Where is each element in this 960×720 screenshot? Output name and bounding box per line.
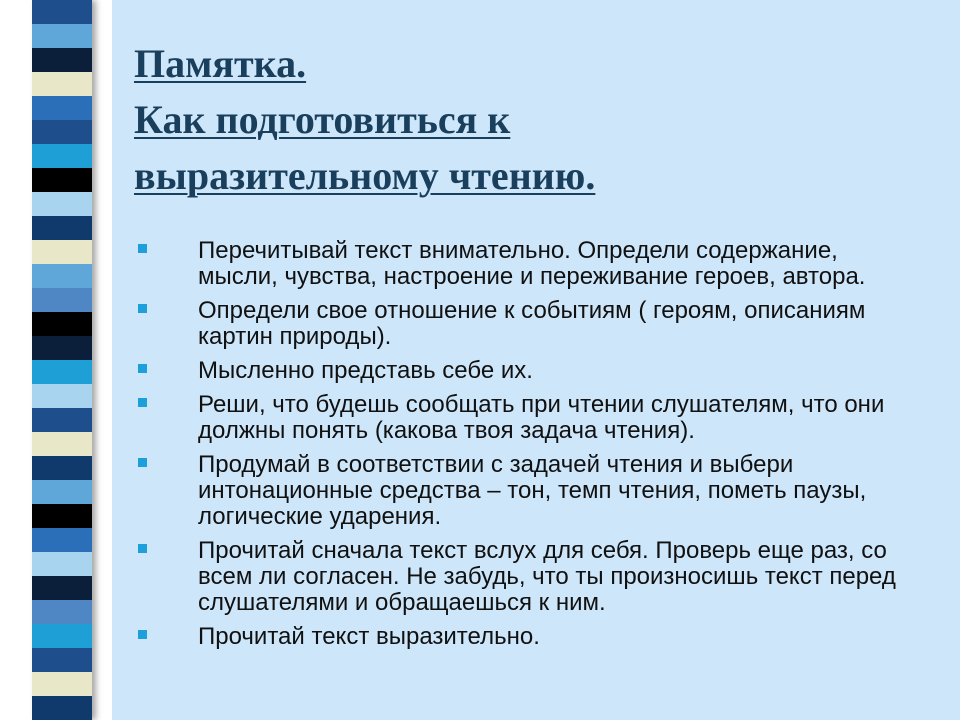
stripe: [32, 432, 92, 456]
title-line: Как подготовиться к: [134, 97, 511, 142]
bullet-item: [134, 452, 924, 530]
square-bullet-icon: [138, 544, 147, 553]
bullet-text: Продумай в соответствии с задачей чтения и выбери интонационные средства – тон, темп чтения, пометь паузы, логические ударения.: [198, 451, 867, 530]
stripe: [32, 72, 92, 96]
stripe: [32, 120, 92, 144]
stripe: [32, 0, 92, 24]
stripe: [32, 192, 92, 216]
bullet-list: [134, 238, 924, 658]
title-line: выразительному чтению.: [134, 153, 596, 198]
bullet-text: Прочитай сначала текст вслух для себя. Проверь еще раз, со всем ли согласен. Не забудь, что ты произносишь текст перед слушателями и обращаешься к ним.: [198, 537, 896, 616]
stripe: [32, 48, 92, 72]
stripe: [32, 336, 92, 360]
bullet-text: Реши, что будешь сообщать при чтении слушателям, что они должны понять (какова твоя задача чтения).: [198, 391, 885, 444]
bullet-text: Мысленно представь себе их.: [198, 357, 533, 384]
stripe: [32, 456, 92, 480]
square-bullet-icon: [138, 304, 147, 313]
stripe: [32, 168, 92, 192]
stripe: [32, 552, 92, 576]
stripe: [32, 384, 92, 408]
bullet-item: [134, 538, 924, 616]
bullet-text: Прочитай текст выразительно.: [198, 623, 540, 650]
stripe: [32, 144, 92, 168]
bullet-item: [134, 392, 924, 444]
stripe: [32, 600, 92, 624]
stripe: [32, 216, 92, 240]
stripe: [32, 672, 92, 696]
stripe: [32, 408, 92, 432]
square-bullet-icon: [138, 364, 147, 373]
stripe: [32, 576, 92, 600]
stripe: [32, 696, 92, 720]
stripe: [32, 504, 92, 528]
stripe: [32, 240, 92, 264]
title-line: Памятка.: [134, 41, 307, 86]
stripe: [32, 288, 92, 312]
square-bullet-icon: [138, 244, 147, 253]
bullet-text: Определи свое отношение к событиям ( героям, описаниям картин природы).: [198, 297, 866, 350]
striped-column: [32, 0, 92, 720]
slide-content: [112, 0, 960, 720]
stripe: [32, 648, 92, 672]
stripe: [32, 24, 92, 48]
stripe: [32, 624, 92, 648]
stripe: [32, 360, 92, 384]
decorative-stripe-panel: [0, 0, 112, 720]
square-bullet-icon: [138, 398, 147, 407]
stripe: [32, 96, 92, 120]
bullet-text: Перечитывай текст внимательно. Определи содержание, мысли, чувства, настроение и переживание героев, автора.: [198, 237, 866, 290]
slide-title: [134, 36, 595, 204]
stripe: [32, 312, 92, 336]
stripe: [32, 528, 92, 552]
stripe: [32, 264, 92, 288]
stripe: [32, 480, 92, 504]
square-bullet-icon: [138, 458, 147, 467]
bullet-item: [134, 298, 924, 350]
square-bullet-icon: [138, 630, 147, 639]
bullet-item: [134, 624, 924, 650]
bullet-item: [134, 358, 924, 384]
bullet-item: [134, 238, 924, 290]
